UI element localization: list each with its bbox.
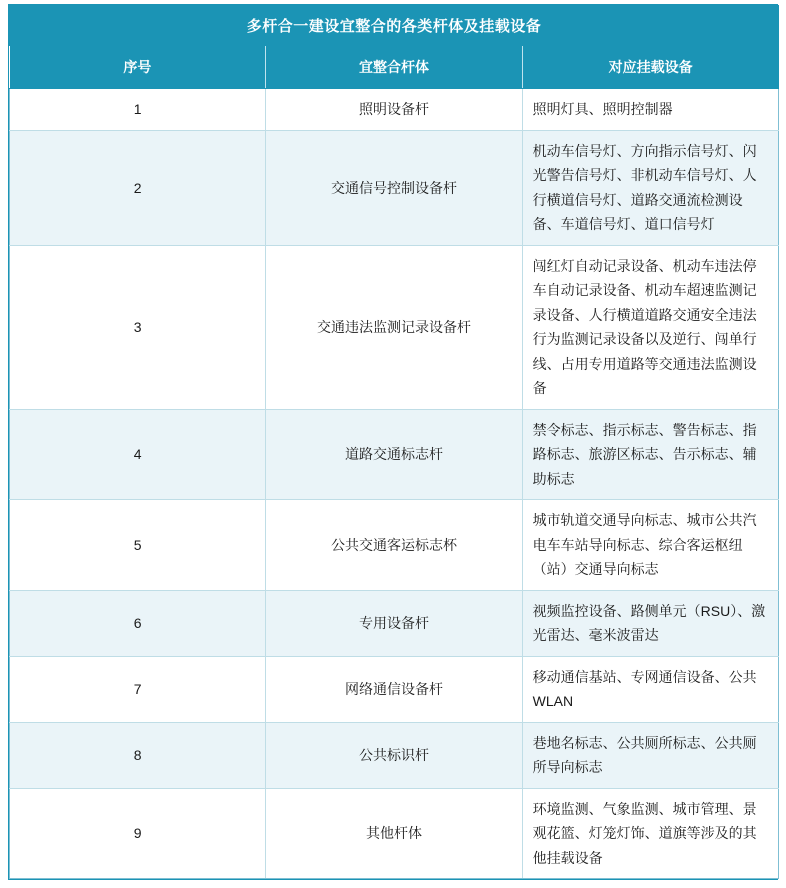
table-row — [10, 656, 779, 722]
table-row — [10, 409, 779, 500]
row-equipment: 环境监测、气象监测、城市管理、景观花篮、灯笼灯饰、道旗等涉及的其他挂载设备 — [522, 788, 778, 879]
row-no: 6 — [10, 590, 266, 656]
table-body — [10, 89, 779, 879]
table-row — [10, 722, 779, 788]
row-no: 7 — [10, 656, 266, 722]
row-equipment: 照明灯具、照明控制器 — [522, 89, 778, 131]
row-pole: 专用设备杆 — [266, 590, 522, 656]
table-header-row — [10, 46, 779, 89]
row-no: 5 — [10, 500, 266, 591]
row-pole: 公共交通客运标志杯 — [266, 500, 522, 591]
row-equipment: 禁令标志、指示标志、警告标志、指路标志、旅游区标志、告示标志、辅助标志 — [522, 409, 778, 500]
row-pole: 道路交通标志杆 — [266, 409, 522, 500]
table-row — [10, 788, 779, 879]
row-equipment: 机动车信号灯、方向指示信号灯、闪光警告信号灯、非机动车信号灯、人行横道信号灯、道路交通流检测设备、车道信号灯、道口信号灯 — [522, 130, 778, 245]
row-pole: 网络通信设备杆 — [266, 656, 522, 722]
row-no: 2 — [10, 130, 266, 245]
row-no: 1 — [10, 89, 266, 131]
row-equipment: 视频监控设备、路侧单元（RSU）、激光雷达、毫米波雷达 — [522, 590, 778, 656]
row-pole: 其他杆体 — [266, 788, 522, 879]
table-row — [10, 130, 779, 245]
table-title: 多杆合一建设宜整合的各类杆体及挂载设备 — [10, 6, 779, 46]
row-pole: 公共标识杆 — [266, 722, 522, 788]
table-row — [10, 89, 779, 131]
row-pole: 交通违法监测记录设备杆 — [266, 245, 522, 409]
pole-integration-table — [9, 5, 779, 879]
row-no: 9 — [10, 788, 266, 879]
column-header-no: 序号 — [10, 46, 266, 89]
table-row — [10, 245, 779, 409]
table-outer-border — [8, 4, 778, 880]
row-no: 3 — [10, 245, 266, 409]
row-pole: 交通信号控制设备杆 — [266, 130, 522, 245]
table-title-row — [10, 6, 779, 46]
column-header-equipment: 对应挂载设备 — [522, 46, 778, 89]
table-row — [10, 590, 779, 656]
table-head — [10, 6, 779, 89]
row-no: 8 — [10, 722, 266, 788]
row-equipment: 闯红灯自动记录设备、机动车违法停车自动记录设备、机动车超速监测记录设备、人行横道道路交通安全违法行为监测记录设备以及逆行、闯单行线、占用专用道路等交通违法监测设备 — [522, 245, 778, 409]
column-header-pole: 宜整合杆体 — [266, 46, 522, 89]
row-no: 4 — [10, 409, 266, 500]
table-row — [10, 500, 779, 591]
row-equipment: 城市轨道交通导向标志、城市公共汽电车车站导向标志、综合客运枢纽（站）交通导向标志 — [522, 500, 778, 591]
row-pole: 照明设备杆 — [266, 89, 522, 131]
row-equipment: 巷地名标志、公共厕所标志、公共厕所导向标志 — [522, 722, 778, 788]
row-equipment: 移动通信基站、专网通信设备、公共 WLAN — [522, 656, 778, 722]
